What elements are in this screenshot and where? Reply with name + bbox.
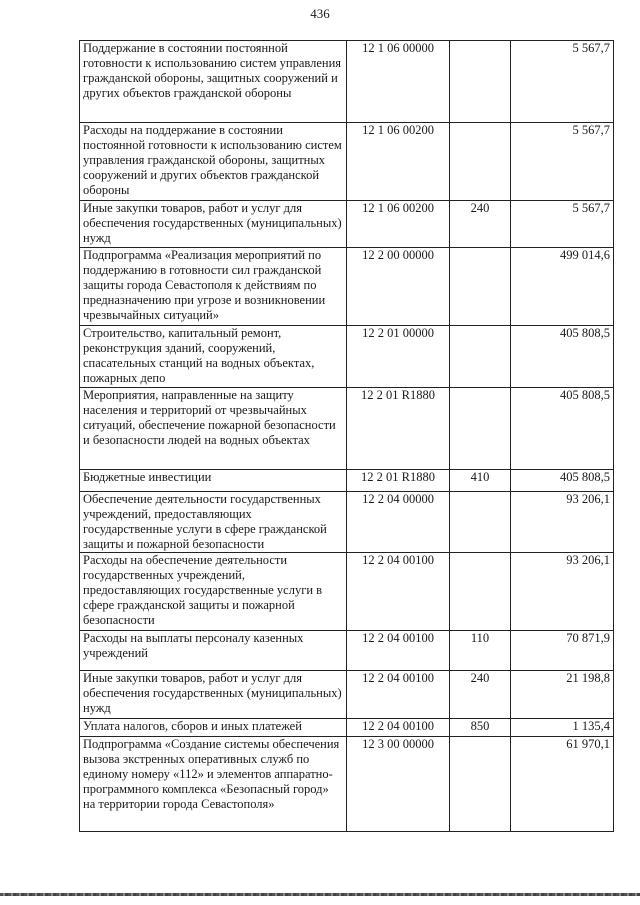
expense-name: Иные закупки товаров, работ и услуг для обеспечения государственных (муниципальных) нужд bbox=[80, 671, 347, 719]
amount: 61 970,1 bbox=[511, 737, 614, 832]
amount: 405 808,5 bbox=[511, 326, 614, 388]
table-row bbox=[80, 388, 614, 470]
expense-type-code: 240 bbox=[450, 671, 511, 719]
target-article-code: 12 1 06 00200 bbox=[347, 201, 450, 248]
target-article-code: 12 1 06 00200 bbox=[347, 123, 450, 201]
table-row bbox=[80, 470, 614, 492]
amount: 21 198,8 bbox=[511, 671, 614, 719]
target-article-code: 12 2 00 00000 bbox=[347, 248, 450, 326]
expense-name: Поддержание в состоянии постоянной готовности к использованию систем управления гражданской обороны, защитных сооружений и других объектов гражданской обороны bbox=[80, 41, 347, 123]
amount: 499 014,6 bbox=[511, 248, 614, 326]
amount: 405 808,5 bbox=[511, 388, 614, 470]
amount: 5 567,7 bbox=[511, 41, 614, 123]
amount: 93 206,1 bbox=[511, 553, 614, 631]
expense-type-code bbox=[450, 326, 511, 388]
expense-name: Мероприятия, направленные на защиту населения и территорий от чрезвычайных ситуаций, обеспечение пожарной безопасности и безопасности людей на водных объектах bbox=[80, 388, 347, 470]
target-article-code: 12 2 04 00000 bbox=[347, 492, 450, 553]
table-row bbox=[80, 737, 614, 832]
table-row bbox=[80, 671, 614, 719]
table-row bbox=[80, 326, 614, 388]
table-row bbox=[80, 492, 614, 553]
target-article-code: 12 2 04 00100 bbox=[347, 671, 450, 719]
table-row bbox=[80, 553, 614, 631]
expense-type-code bbox=[450, 248, 511, 326]
target-article-code: 12 2 01 R1880 bbox=[347, 470, 450, 492]
scan-bottom-edge bbox=[0, 893, 640, 896]
expense-type-code: 110 bbox=[450, 631, 511, 671]
expense-name: Подпрограмма «Реализация мероприятий по поддержанию в готовности сил гражданской защиты города Севастополя к действиям по предназначению при угрозе и возникновении чрезвычайных ситуаций» bbox=[80, 248, 347, 326]
expense-name: Расходы на поддержание в состоянии постоянной готовности к использованию систем управления гражданской обороны, защитных сооружений и других объектов гражданской обороны bbox=[80, 123, 347, 201]
expense-name: Иные закупки товаров, работ и услуг для обеспечения государственных (муниципальных) нужд bbox=[80, 201, 347, 248]
expense-type-code bbox=[450, 41, 511, 123]
page-number: 436 bbox=[310, 6, 330, 21]
table-row bbox=[80, 41, 614, 123]
expense-type-code bbox=[450, 123, 511, 201]
expense-type-code bbox=[450, 553, 511, 631]
table-row bbox=[80, 123, 614, 201]
expense-type-code bbox=[450, 492, 511, 553]
target-article-code: 12 3 00 00000 bbox=[347, 737, 450, 832]
expense-type-code: 240 bbox=[450, 201, 511, 248]
target-article-code: 12 2 04 00100 bbox=[347, 553, 450, 631]
amount: 5 567,7 bbox=[511, 201, 614, 248]
target-article-code: 12 2 04 00100 bbox=[347, 631, 450, 671]
expense-name: Бюджетные инвестиции bbox=[80, 470, 347, 492]
expense-name: Обеспечение деятельности государственных учреждений, предоставляющих государственные услуги в сфере гражданской защиты и пожарной безопасности bbox=[80, 492, 347, 553]
amount: 93 206,1 bbox=[511, 492, 614, 553]
expense-name: Строительство, капитальный ремонт, реконструкция зданий, сооружений, спасательных станций на водных объектах, пожарных депо bbox=[80, 326, 347, 388]
amount: 405 808,5 bbox=[511, 470, 614, 492]
amount: 1 135,4 bbox=[511, 719, 614, 737]
expense-name: Подпрограмма «Создание системы обеспечения вызова экстренных оперативных служб по единому номеру «112» и элементов аппаратно-программного комплекса «Безопасный город» на территории города Севастополя» bbox=[80, 737, 347, 832]
target-article-code: 12 2 01 00000 bbox=[347, 326, 450, 388]
table-row bbox=[80, 719, 614, 737]
expense-name: Уплата налогов, сборов и иных платежей bbox=[80, 719, 347, 737]
amount: 70 871,9 bbox=[511, 631, 614, 671]
table-row bbox=[80, 248, 614, 326]
amount: 5 567,7 bbox=[511, 123, 614, 201]
budget-table-body bbox=[80, 41, 614, 832]
target-article-code: 12 1 06 00000 bbox=[347, 41, 450, 123]
budget-table bbox=[79, 40, 614, 832]
expense-name: Расходы на обеспечение деятельности государственных учреждений, предоставляющих государственные услуги в сфере гражданской защиты и пожарной безопасности bbox=[80, 553, 347, 631]
target-article-code: 12 2 04 00100 bbox=[347, 719, 450, 737]
expense-name: Расходы на выплаты персоналу казенных учреждений bbox=[80, 631, 347, 671]
target-article-code: 12 2 01 R1880 bbox=[347, 388, 450, 470]
expense-type-code: 850 bbox=[450, 719, 511, 737]
expense-type-code bbox=[450, 737, 511, 832]
expense-type-code: 410 bbox=[450, 470, 511, 492]
table-row bbox=[80, 631, 614, 671]
expense-type-code bbox=[450, 388, 511, 470]
table-row bbox=[80, 201, 614, 248]
